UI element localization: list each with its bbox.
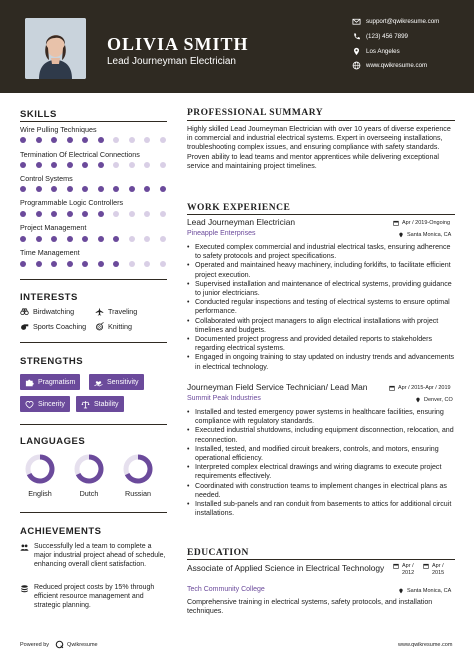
strength-tag [20,374,80,390]
language-level-ring [123,454,153,484]
skill-rating-dots [20,162,170,168]
language-level-ring [74,454,104,484]
skill-dot [20,162,26,168]
skill-dot [20,211,26,217]
skill-dot [36,162,42,168]
skill-dot [20,137,26,143]
skill-dot [36,211,42,217]
strength-label: Pragmatism [38,378,76,386]
whistle-icon [20,322,29,331]
strength-tag [76,396,124,412]
skill-name: Time Management [20,248,80,257]
job-bullet: • Executed complex commercial and industrial electrical tasks, ensuring adherence to safety protocols and project specifications. [187,243,455,261]
contact-phone-text: (123) 456 7899 [366,33,408,40]
heart-hand-icon [94,378,103,387]
skill-dot [129,236,135,242]
skill-rating-dots [20,211,170,217]
job-bullets [187,408,455,518]
skill-dot [67,186,73,192]
job-title: Lead Journeyman Electrician [187,217,296,227]
language-label: Dutch [79,489,99,498]
skill-dot [67,211,73,217]
skill-dot [51,261,57,267]
skill-rating-dots [20,186,170,192]
job-bullet: • Conducted regular inspections and testing of electrical systems to ensure optimal performance. [187,298,455,316]
skill-dot [160,162,166,168]
skill-dot [36,236,42,242]
interest-item [95,307,137,316]
strengths-heading: STRENGTHS [20,356,84,367]
job-bullet: • Collaborated with project managers to align electrical installations with project timelines and budgets. [187,317,455,335]
contact-website-text: www.qwikresume.com [366,62,428,69]
skill-dot [98,211,104,217]
strength-tag [89,374,144,390]
skill-dot [144,261,150,267]
calendar-icon [393,563,399,569]
summary-heading-rule [187,120,455,121]
skill-dot [144,236,150,242]
skill-dot [160,186,166,192]
job-dates [393,220,450,226]
skill-dot [51,236,57,242]
education-date-end-text: Apr / 2015 [432,563,445,576]
skill-dot [20,261,26,267]
powered-by-footer[interactable] [20,640,98,649]
skill-dot [51,137,57,143]
interest-item [95,322,132,331]
skill-dot [20,236,26,242]
job-dates-text: Apr / 2019-Ongoing [402,220,451,226]
skills-heading: SKILLS [20,109,57,120]
skill-dot [113,261,119,267]
skill-dot [51,211,57,217]
job-bullet: • Installed and tested emergency power systems in healthcare facilities, ensuring compliance with regulatory standards. [187,408,455,426]
skill-dot [36,137,42,143]
skill-dot [36,186,42,192]
skill-rating-dots [20,137,170,143]
experience-heading: WORK EXPERIENCE [187,203,291,213]
skill-dot [67,137,73,143]
school-name: Tech Community College [187,586,265,593]
powered-by-label: Powered by [20,641,50,648]
skill-name: Control Systems [20,174,73,183]
location-pin-icon [415,397,421,403]
language-level-ring [25,454,55,484]
location-pin-icon [352,47,361,56]
achievements-heading: ACHIEVEMENTS [20,526,102,537]
interest-item [20,322,86,331]
skill-dot [160,137,166,143]
interest-label: Knitting [108,322,132,331]
skill-name: Termination Of Electrical Connections [20,150,140,159]
interests-heading: INTERESTS [20,292,78,303]
skill-dot [98,261,104,267]
calendar-icon [393,220,399,226]
interest-item [20,307,74,316]
plane-icon [95,307,104,316]
languages-heading: LANGUAGES [20,436,86,447]
skill-dot [82,186,88,192]
skill-dot [144,186,150,192]
education-date-end [423,563,450,577]
skill-dot [36,261,42,267]
job-bullet: • Coordinated with construction teams to implement changes in electrical plans as needed. [187,482,455,500]
language-item [118,454,158,498]
job-location [398,232,451,238]
job-bullets [187,243,455,372]
achievement-text: Successfully led a team to complete a major industrial project ahead of schedule, enhancing overall client satisfaction. [34,543,166,568]
skill-dot [113,236,119,242]
job-location-text: Santa Monica, CA [407,232,452,238]
team-icon [20,543,29,552]
job-bullet: • Installed sub-panels and ran conduit from basements to attics for additional circuit installations. [187,500,455,518]
skill-dot [129,211,135,217]
job-bullet: • Supervised installation and maintenance of electrical systems, providing guidance to junior electricians. [187,280,455,298]
skill-dot [113,162,119,168]
contact-phone[interactable] [352,32,408,41]
heart-icon [25,400,34,409]
job-bullet: • Operated and maintained heavy machinery, including forklifts, to facilitate efficient project execution. [187,261,455,279]
location-pin-icon [398,588,404,594]
skill-dot [144,137,150,143]
skill-dot [160,261,166,267]
skill-dot [129,186,135,192]
degree-title: Associate of Applied Science in Electrical Technology [187,563,385,573]
job-title: Journeyman Field Service Technician/ Lead Man [187,382,368,392]
resume-header [0,0,474,93]
calendar-icon [423,563,429,569]
education-heading: EDUCATION [187,548,249,558]
language-label: Russian [125,489,151,498]
job-bullet: • Interpreted complex electrical drawings and wiring diagrams to execute project requirements effectively. [187,463,455,481]
company-name: Pineapple Enterprises [187,230,256,237]
contact-website[interactable] [352,61,427,70]
education-date-start-text: Apr / 2012 [402,563,415,576]
section-divider [20,512,167,513]
skill-dot [20,186,26,192]
education-location [398,588,451,594]
skill-dot [67,162,73,168]
achievement-item [20,583,170,610]
strength-label: Sensitivity [107,378,139,386]
skill-dot [82,162,88,168]
website-footer[interactable]: www.qwikresume.com [398,642,453,648]
education-location-text: Santa Monica, CA [407,588,452,594]
professional-summary: Highly skilled Lead Journeyman Electrician with over 10 years of diverse experience in commercial and industrial electrical systems. Expert in overseeing installations, troubleshooting complex issues, and ensuring compliance with safety standards. Proven ability to lead teams and mentor apprentices while delivering exceptional service and maintaining project timelines. [187,125,451,170]
skill-dot [98,236,104,242]
skill-dot [67,236,73,242]
skill-dot [82,261,88,267]
skill-dot [113,186,119,192]
contact-email[interactable] [352,17,439,26]
section-divider [20,279,167,280]
skill-dot [82,211,88,217]
strength-label: Sincerity [38,400,65,408]
education-date-start [393,563,420,577]
skill-dot [129,261,135,267]
contact-email-text: support@qwikresume.com [366,18,440,25]
job-bullet: • Documented project progress and provided detailed reports to stakeholders regarding electrical systems. [187,335,455,353]
skill-name: Project Management [20,223,87,232]
skill-rating-dots [20,261,170,267]
skill-dot [82,137,88,143]
interest-label: Birdwatching [33,307,75,316]
job-dates-text: Apr / 2015-Apr / 2019 [398,385,451,391]
yarn-icon [95,322,104,331]
skill-dot [51,186,57,192]
location-pin-icon [398,232,404,238]
skill-dot [144,211,150,217]
section-divider [20,424,167,425]
coins-icon [20,584,29,593]
candidate-role: Lead Journeyman Electrician [107,56,236,67]
skill-dot [144,162,150,168]
skill-dot [113,211,119,217]
avatar-image [25,18,86,79]
candidate-name: OLIVIA SMITH [107,34,249,54]
strength-tag [20,396,70,412]
achievement-text: Reduced project costs by 15% through efficient resource management and strategic planning. [34,584,155,609]
binoculars-icon [20,307,29,316]
education-heading-rule [187,559,455,560]
email-icon [352,17,361,26]
experience-heading-rule [187,214,455,215]
language-item [69,454,109,498]
calendar-icon [389,385,395,391]
contact-location [352,47,400,56]
skill-dot [98,186,104,192]
profile-photo [25,18,86,79]
job-bullet: • Installed, tested, and modified circuit breakers, controls, and motors, ensuring operational efficiency. [187,445,455,463]
skill-dot [98,162,104,168]
qwikresume-logo-icon [55,640,64,649]
section-divider [20,342,167,343]
job-dates [389,385,451,391]
skill-name: Wire Pulling Techniques [20,125,97,134]
company-name: Summit Peak Industries [187,395,261,402]
brand-name: Qwikresume [67,641,98,648]
skill-dot [129,162,135,168]
contact-location-text: Los Angeles [366,48,400,55]
skill-dot [160,236,166,242]
interest-label: Sports Coaching [33,322,87,331]
skills-heading-rule [20,121,167,122]
skill-rating-dots [20,236,170,242]
job-bullet: • Engaged in ongoing training to stay updated on industry trends and advancements in electrical technology. [187,353,455,371]
achievement-item [20,542,170,569]
job-location-text: Denver, CO [424,397,453,403]
skill-dot [98,137,104,143]
summary-heading: PROFESSIONAL SUMMARY [187,108,324,118]
puzzle-icon [25,378,34,387]
skill-name: Programmable Logic Controllers [20,198,124,207]
skill-dot [82,236,88,242]
education-description: Comprehensive training in electrical systems, safety protocols, and installation techniques. [187,598,433,616]
interest-label: Traveling [108,307,138,316]
strength-label: Stability [94,400,119,408]
skill-dot [113,137,119,143]
skill-dot [51,162,57,168]
skill-dot [129,137,135,143]
globe-icon [352,61,361,70]
job-bullet: • Executed industrial shutdowns, including equipment disconnection, relocation, and reconnection. [187,426,455,444]
skill-dot [160,211,166,217]
language-item [20,454,60,498]
job-location [415,397,453,403]
language-label: English [28,489,52,498]
phone-icon [352,32,361,41]
skill-dot [67,261,73,267]
balance-icon [81,400,90,409]
